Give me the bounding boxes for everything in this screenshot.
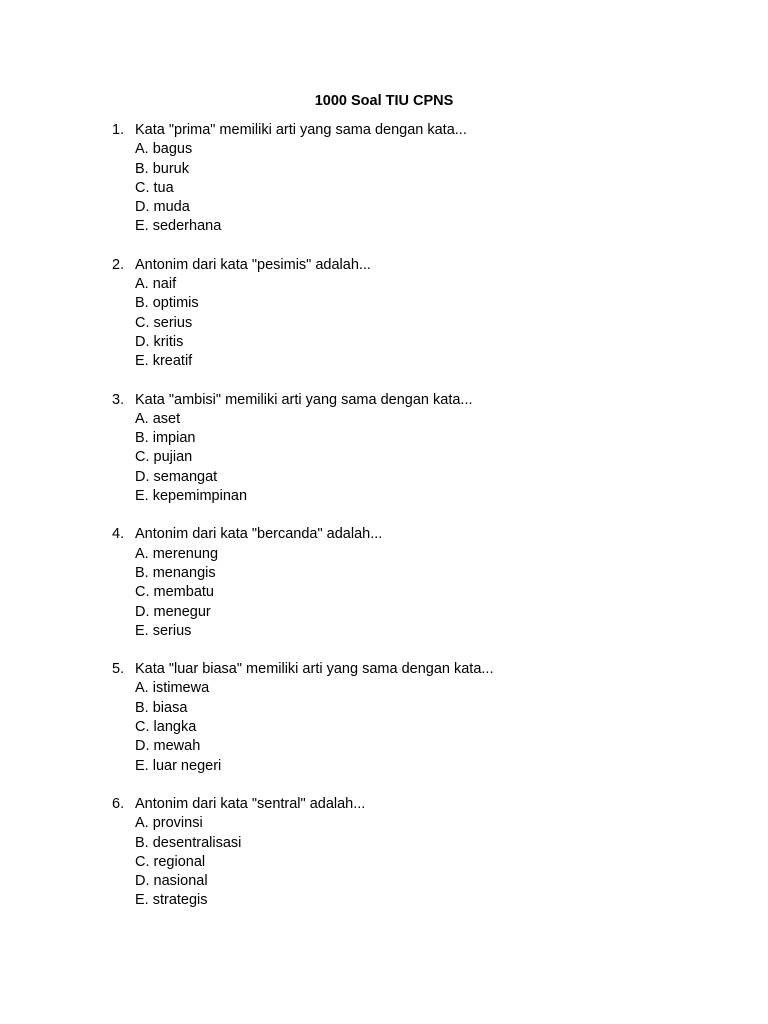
question-text: Antonim dari kata "pesimis" adalah... (135, 256, 371, 273)
option-b: B. biasa (135, 699, 188, 716)
question-text: Kata "luar biasa" memiliki arti yang sama dengan kata... (135, 661, 494, 678)
question-text: Antonim dari kata "sentral" adalah... (135, 795, 366, 812)
option-c: C. regional (135, 853, 206, 870)
question-number: 5. (112, 661, 125, 678)
question-2 (112, 256, 712, 372)
document-title: 1000 Soal TIU CPNS (314, 93, 454, 109)
option-c: C. langka (135, 719, 197, 736)
option-e: E. strategis (135, 892, 208, 909)
option-e: E. kreatif (135, 353, 193, 370)
option-e: E. serius (135, 622, 192, 639)
option-c: C. membatu (135, 584, 214, 601)
question-stem (112, 391, 712, 410)
question-list (112, 121, 712, 930)
option-d: D. mewah (135, 738, 201, 755)
question-number: 1. (112, 122, 125, 138)
question-number: 4. (112, 526, 125, 543)
option-a: A. merenung (135, 545, 219, 562)
option-d: D. nasional (135, 873, 208, 890)
option-a: A. bagus (135, 141, 193, 158)
question-4 (112, 525, 712, 641)
question-stem (112, 525, 712, 544)
option-b: B. optimis (135, 295, 199, 312)
question-6 (112, 795, 712, 911)
option-e: E. kepemimpinan (135, 488, 248, 505)
option-b: B. menangis (135, 564, 216, 581)
option-b: B. desentralisasi (135, 834, 242, 851)
option-e: E. sederhana (135, 218, 222, 235)
option-d: D. muda (135, 199, 190, 216)
question-stem (112, 256, 712, 275)
question-stem (112, 121, 712, 140)
question-1 (112, 121, 712, 237)
question-stem (112, 795, 712, 814)
option-b: B. impian (135, 430, 196, 447)
question-number: 3. (112, 391, 125, 408)
option-d: D. semangat (135, 468, 218, 485)
question-text: Kata "ambisi" memiliki arti yang sama dengan kata... (135, 391, 473, 408)
question-text: Kata "prima" memiliki arti yang sama dengan kata... (135, 122, 467, 138)
question-5 (112, 660, 712, 776)
question-number: 6. (112, 795, 125, 812)
option-d: D. kritis (135, 333, 184, 350)
option-a: A. aset (135, 410, 181, 427)
option-e: E. luar negeri (135, 757, 222, 774)
option-c: C. pujian (135, 449, 193, 466)
question-number: 2. (112, 256, 125, 273)
option-c: C. serius (135, 314, 193, 331)
option-d: D. menegur (135, 603, 211, 620)
option-a: A. provinsi (135, 815, 203, 832)
option-b: B. buruk (135, 160, 189, 177)
question-text: Antonim dari kata "bercanda" adalah... (135, 526, 383, 543)
option-a: A. istimewa (135, 680, 210, 697)
option-c: C. tua (135, 179, 174, 196)
question-3 (112, 391, 712, 507)
question-stem (112, 660, 712, 679)
option-a: A. naif (135, 276, 177, 293)
